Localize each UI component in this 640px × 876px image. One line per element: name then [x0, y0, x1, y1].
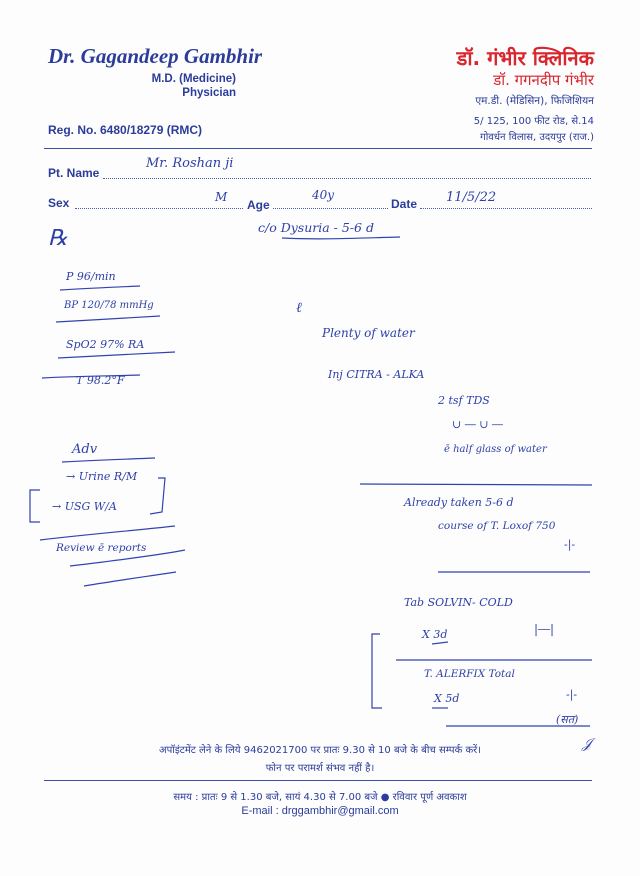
age-label: Age — [247, 198, 270, 212]
hw-advice-title: Adv — [72, 442, 98, 457]
hw-vital-temp: T 98.2°F — [76, 374, 125, 387]
hw-review: Review ē reports — [56, 542, 147, 554]
hw-age: 40y — [312, 188, 335, 202]
hw-vital-pulse: P 96/min — [66, 270, 116, 283]
hw-dose: 2 tsf TDS — [438, 394, 490, 407]
phone-consult-note: फोन पर परामर्श संभव नहीं है। — [265, 763, 375, 774]
hw-advice-urine: → Urine R/M — [66, 470, 138, 483]
hw-tab-alerfix: T. ALERFIX Total — [424, 668, 515, 680]
hw-tab-alerfix-days: X 5d — [434, 692, 460, 705]
rx-symbol: ℞ — [48, 226, 68, 251]
hw-dash-2: -|- — [566, 688, 578, 701]
hw-signature: 𝒥 — [582, 736, 592, 752]
qualification-hindi: एम.डी. (मेडिसिन), फिजिशियन — [475, 95, 594, 107]
sex-label: Sex — [48, 196, 70, 210]
hw-citra-alka: Inj CITRA - ALKA — [328, 368, 425, 381]
hw-vital-spo2: SpO2 97% RA — [66, 338, 145, 351]
hw-dose-marks: ∪ ― ∪ ― — [452, 418, 503, 431]
clinic-name-hindi: डॉ. गंभीर क्लिनिक — [456, 46, 594, 70]
doctor-name-hindi: डॉ. गगनदीप गंभीर — [493, 71, 594, 89]
hw-advice-usg: → USG W/A — [52, 500, 117, 513]
footer-divider — [44, 780, 592, 781]
hw-sign-hindi: (सत) — [556, 713, 579, 726]
hw-complaint: c/o Dysuria - 5-6 d — [258, 220, 374, 235]
hw-rx-mark: ℓ — [296, 300, 302, 316]
registration-number: Reg. No. 6480/18279 (RMC) — [48, 123, 203, 137]
hw-tab-solvin: Tab SOLVIN- COLD — [404, 596, 513, 609]
hw-sex: M — [215, 190, 228, 204]
appointment-note: अपॉइंटमेंट लेने के लिये 9462021700 पर प्रातः 9.30 से 10 बजे के बीच सम्पर्क करें। — [158, 745, 482, 756]
hw-dash-1: -|- — [564, 538, 576, 551]
hw-tab-solvin-dose: |―| — [534, 622, 555, 636]
date-label: Date — [391, 197, 418, 211]
hw-half-glass: ē half glass of water — [444, 444, 547, 455]
doctor-name: Dr. Gagandeep Gambhir — [48, 44, 263, 68]
hw-plenty-water: Plenty of water — [322, 326, 415, 340]
qualification: M.D. (Medicine) — [151, 73, 236, 85]
clinic-email: E-mail : drggambhir@gmail.com — [241, 805, 399, 817]
hw-date: 11/5/22 — [446, 190, 497, 205]
address-line-2: गोवर्धन विलास, उदयपुर (राज.) — [480, 132, 594, 143]
hw-already-taken: Already taken 5-6 d — [404, 496, 514, 509]
hw-patient-name: Mr. Roshan ji — [146, 156, 234, 171]
hw-vital-bp: BP 120/78 mmHg — [64, 300, 154, 311]
hw-course: course of T. Loxof 750 — [438, 520, 556, 532]
designation: Physician — [182, 87, 236, 99]
hw-tab-solvin-days: X 3d — [422, 628, 448, 641]
clinic-timing: समय : प्रातः 9 से 1.30 बजे, सायं 4.30 से 7.00 बजे ● रविवार पूर्ण अवकाश — [173, 792, 467, 803]
pt-name-label: Pt. Name — [48, 166, 100, 180]
address-line-1: 5/ 125, 100 फीट रोड, से.14 — [473, 116, 594, 127]
